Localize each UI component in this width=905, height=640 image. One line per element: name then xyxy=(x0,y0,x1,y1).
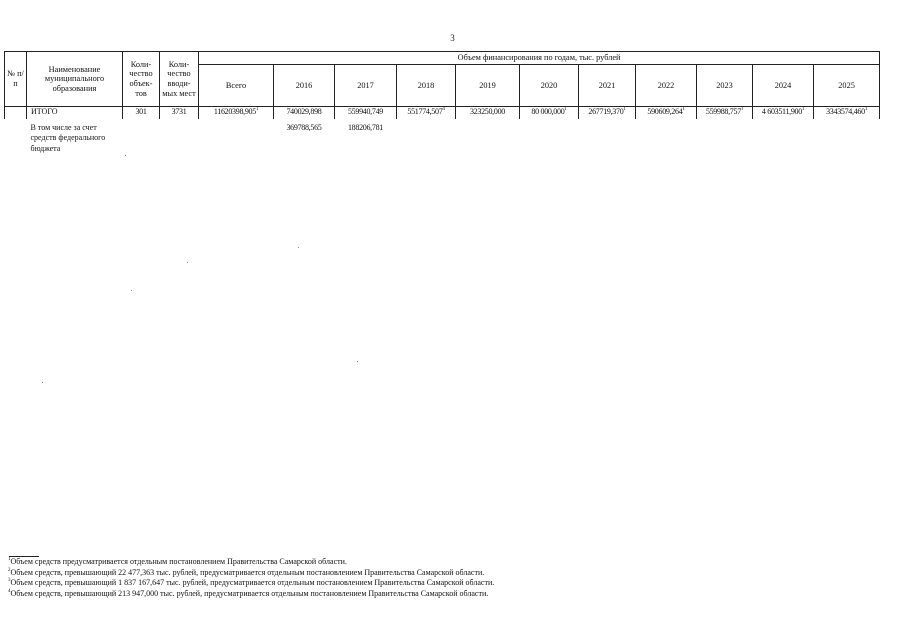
total-row-year-value: 3343574,460$^1$ xyxy=(814,107,880,120)
total-row-year-value: 559940,749 xyxy=(335,107,397,120)
footnote-ref: 1 xyxy=(740,107,744,112)
footnote-ref: 1 xyxy=(623,107,626,112)
total-row-objects: 301 xyxy=(123,107,160,120)
footnotes xyxy=(8,557,888,600)
footnote: $^2$Объем средств, превышающий 22 477,363 тыс. рублей, предусматривается отдельным постановлением Правительства Самарской области. xyxy=(8,567,485,577)
header-year: 2021 xyxy=(579,65,636,107)
header-municipality: Наименование муниципального образования xyxy=(27,52,123,107)
header-places-count: Коли-чество вводи-мых мест xyxy=(160,52,199,107)
total-row-places: 3731 xyxy=(160,107,199,120)
footnote: $^4$Объем средств, превышающий 213 947,000 тыс. рублей, предусматривается отдельным постановлением Правительства Самарской области. xyxy=(8,589,489,599)
footnote: $^1$Объем средств предусматривается отдельным постановлением Правительства Самарской области. xyxy=(8,557,347,566)
total-row-year-value: 267719,370$^1$ xyxy=(579,107,636,120)
total-row xyxy=(5,107,880,120)
footnote-ref: 4 xyxy=(442,107,445,112)
total-row-year-value: 323250,000 xyxy=(456,107,520,120)
footnote: $^3$Объем средств, превышающий 1 837 167,647 тыс. рублей, предусматривается отдельным постановлением Правительства Самарской области. xyxy=(8,578,495,588)
total-row-year-value: 590609,264$^1$ xyxy=(636,107,697,120)
total-row-year-value: 559988,757$^1$ xyxy=(697,107,753,120)
header-year: 2022 xyxy=(636,65,697,107)
header-year: 2024 xyxy=(753,65,814,107)
header-objects-count: Коли-чество объек-тов xyxy=(123,52,160,107)
total-row-year-value: 80 000,000$^1$ xyxy=(520,107,579,120)
federal-budget-value: 188206,781 xyxy=(347,123,383,132)
total-row-number xyxy=(5,107,27,120)
header-year: 2018 xyxy=(397,65,456,107)
federal-budget-row xyxy=(5,119,880,154)
footnote-ref: 1 xyxy=(255,107,259,112)
total-row-year-value: 551774,507$^4$ xyxy=(397,107,456,120)
footnote-ref: 1 xyxy=(564,107,567,112)
total-row-year-value: 4 603511,900$^1$ xyxy=(753,107,814,120)
header-total: Всего xyxy=(199,65,274,107)
footnote-ref: 1 xyxy=(801,107,805,112)
financing-table xyxy=(4,51,880,154)
header-number: № п/п xyxy=(5,52,27,107)
header-year: 2016 xyxy=(274,65,335,107)
total-row-year-value: 740029,898 xyxy=(274,107,335,120)
header-year: 2017 xyxy=(335,65,397,107)
total-row-label: ИТОГО xyxy=(27,107,123,120)
header-year: 2020 xyxy=(520,65,579,107)
header-year: 2025 xyxy=(814,65,880,107)
footnote-ref: 1 xyxy=(864,107,868,112)
total-row-sum: 11620398,905$^1$ xyxy=(199,107,274,120)
federal-budget-label: В том числе за счет средств федерального бюджета xyxy=(30,123,106,153)
header-year: 2019 xyxy=(456,65,520,107)
header-year: 2023 xyxy=(697,65,753,107)
page-number: 3 xyxy=(450,33,455,43)
federal-budget-value: 369788,565 xyxy=(286,123,322,132)
footnote-ref: 1 xyxy=(682,107,685,112)
header-funding-by-years: Объем финансирования по годам, тыс. рублей xyxy=(199,52,880,65)
